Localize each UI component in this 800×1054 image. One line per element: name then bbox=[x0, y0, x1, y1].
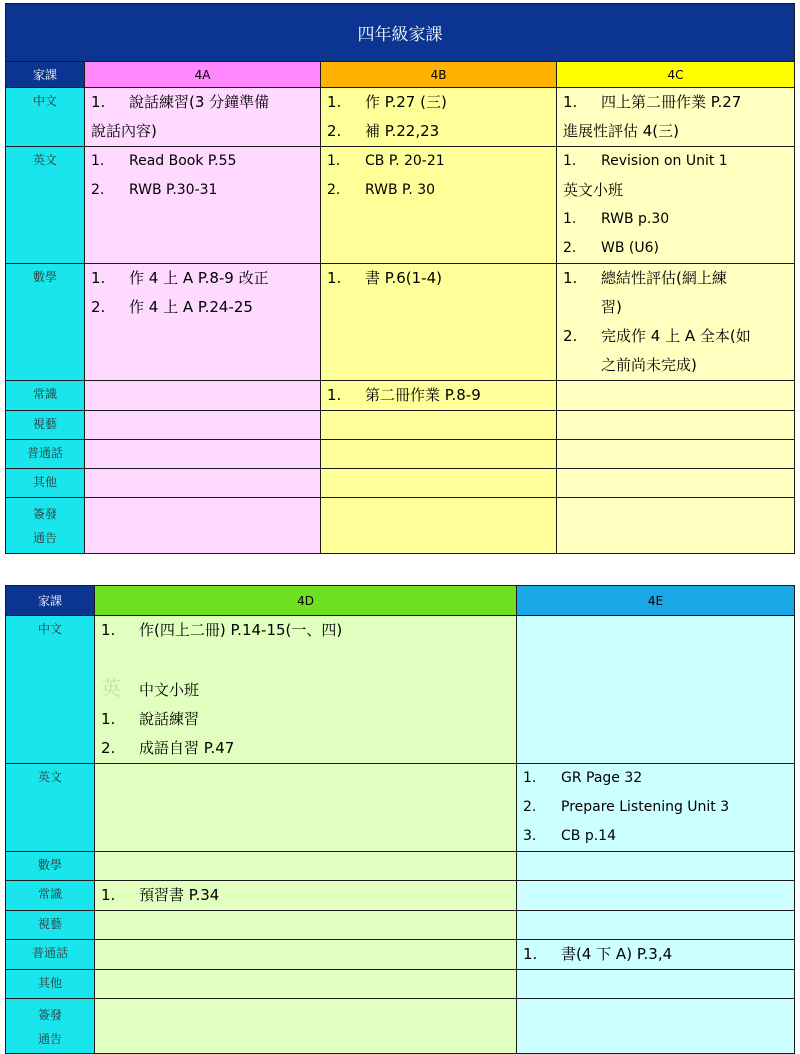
cell-4a-putonghua bbox=[85, 440, 321, 469]
cell-4c-gs bbox=[557, 381, 795, 411]
cell-4b-va bbox=[321, 411, 557, 440]
cell-4d-va bbox=[95, 911, 517, 940]
cell-4a-chinese: 1. 說話練習(3 分鐘準備 說話內容) bbox=[85, 88, 321, 147]
header-4e: 4E bbox=[517, 586, 795, 616]
subject-putonghua: 普通話 bbox=[6, 440, 85, 469]
subject-others-2: 其他 bbox=[6, 970, 95, 999]
notice-label-issue-2: 簽發 bbox=[37, 1008, 62, 1022]
cell-4b-english: 1. CB P. 20-21 2. RWB P. 30 bbox=[321, 147, 557, 264]
cell-4e-math bbox=[517, 852, 795, 881]
cell-4d-english bbox=[95, 764, 517, 852]
cell-4b-gs: 1. 第二冊作業 P.8-9 bbox=[321, 381, 557, 411]
subject-chinese-2: 中文 bbox=[6, 616, 95, 764]
cell-4c-putonghua bbox=[557, 440, 795, 469]
cell-4a-math: 1. 作 4 上 A P.8-9 改正 2. 作 4 上 A P.24-25 bbox=[85, 264, 321, 381]
header-4d: 4D bbox=[95, 586, 517, 616]
cell-4a-others bbox=[85, 469, 321, 498]
header-subject-2: 家課 bbox=[6, 586, 95, 616]
cell-4c-math: 1. 總結性評估(網上練 習) 2. 完成作 4 上 A 全本(如 之前尚未完成) bbox=[557, 264, 795, 381]
cell-4e-notice bbox=[517, 999, 795, 1054]
cell-4c-chinese: 1. 四上第二冊作業 P.27 進展性評估 4(三) bbox=[557, 88, 795, 147]
subject-notice-2 bbox=[6, 999, 95, 1054]
cell-4b-putonghua bbox=[321, 440, 557, 469]
homework-table-4abc bbox=[5, 3, 795, 554]
cell-4d-putonghua bbox=[95, 940, 517, 970]
subject-math-2: 數學 bbox=[6, 852, 95, 881]
page-title: 四年級家課 bbox=[6, 4, 795, 62]
cell-4d-notice bbox=[95, 999, 517, 1054]
watermark-glyph: 英 bbox=[101, 676, 121, 700]
cell-4c-notice bbox=[557, 498, 795, 554]
cell-4e-chinese bbox=[517, 616, 795, 764]
cell-4e-gs bbox=[517, 881, 795, 911]
cell-4b-math: 1. 書 P.6(1-4) bbox=[321, 264, 557, 381]
cell-4e-va bbox=[517, 911, 795, 940]
homework-table-4de bbox=[5, 585, 795, 1054]
subject-chinese: 中文 bbox=[6, 88, 85, 147]
cell-4a-notice bbox=[85, 498, 321, 554]
notice-label-issue: 簽發 bbox=[32, 507, 57, 521]
cell-4b-others bbox=[321, 469, 557, 498]
cell-4e-others bbox=[517, 970, 795, 999]
cell-4d-chinese: 1. 作(四上二冊) P.14-15(一、四) 英 中文小班 1. 說話練習 2. 成語自習 P.47 bbox=[95, 616, 517, 764]
cell-4d-gs: 1. 預習書 P.34 bbox=[95, 881, 517, 911]
subject-va-2: 視藝 bbox=[6, 911, 95, 940]
header-4a: 4A bbox=[85, 62, 321, 88]
cell-4a-va bbox=[85, 411, 321, 440]
cell-4e-english: 1. GR Page 32 2. Prepare Listening Unit 3 3. CB p.14 bbox=[517, 764, 795, 852]
header-4c: 4C bbox=[557, 62, 795, 88]
notice-label-notice-2: 通告 bbox=[37, 1032, 62, 1046]
cell-4b-chinese: 1. 作 P.27 (三) 2. 補 P.22,23 bbox=[321, 88, 557, 147]
cell-4d-others bbox=[95, 970, 517, 999]
subject-putonghua-2: 普通話 bbox=[6, 940, 95, 970]
cell-4c-english: 1. Revision on Unit 1 英文小班 1. RWB p.30 2. WB (U6) bbox=[557, 147, 795, 264]
subject-others: 其他 bbox=[6, 469, 85, 498]
cell-4c-others bbox=[557, 469, 795, 498]
cell-4c-va bbox=[557, 411, 795, 440]
header-subject: 家課 bbox=[6, 62, 85, 88]
subject-english: 英文 bbox=[6, 147, 85, 264]
subject-gs: 常識 bbox=[6, 381, 85, 411]
subject-gs-2: 常識 bbox=[6, 881, 95, 911]
notice-label-notice: 通告 bbox=[32, 531, 57, 545]
cell-4b-notice bbox=[321, 498, 557, 554]
cell-4e-putonghua: 1. 書(4 下 A) P.3,4 bbox=[517, 940, 795, 970]
subject-notice bbox=[6, 498, 85, 554]
cell-4d-math bbox=[95, 852, 517, 881]
header-4b: 4B bbox=[321, 62, 557, 88]
cell-4a-english: 1. Read Book P.55 2. RWB P.30-31 bbox=[85, 147, 321, 264]
subject-english-2: 英文 bbox=[6, 764, 95, 852]
subject-va: 視藝 bbox=[6, 411, 85, 440]
cell-4a-gs bbox=[85, 381, 321, 411]
subject-math: 數學 bbox=[6, 264, 85, 381]
